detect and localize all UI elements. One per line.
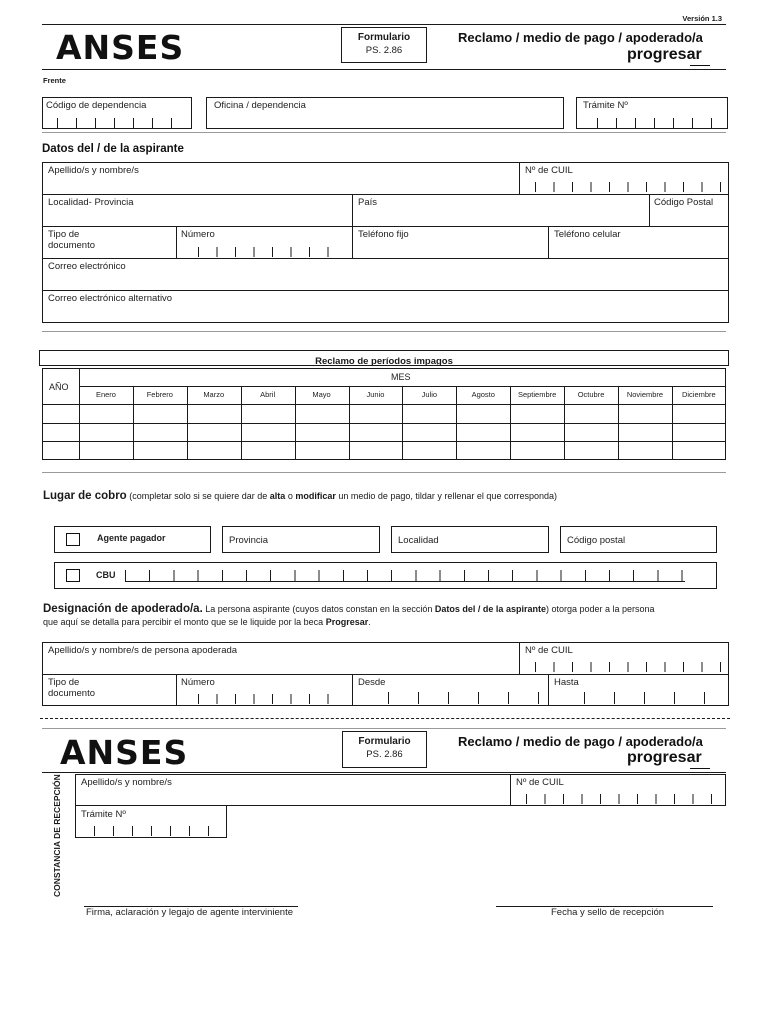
- aspirante-tel-celular-label: Teléfono celular: [554, 229, 621, 240]
- aspirante-localidad-label: Localidad- Provincia: [48, 197, 134, 208]
- periodos-month-cell[interactable]: [349, 441, 403, 460]
- aspirante-col-line: [352, 226, 353, 258]
- form-label: Formulario: [357, 32, 411, 43]
- constancia-cuil-ticks[interactable]: [526, 794, 712, 804]
- localidad-field[interactable]: [391, 526, 549, 553]
- periodos-month-cell[interactable]: [402, 441, 456, 460]
- apoderado-desde-ticks[interactable]: [388, 692, 543, 704]
- periodos-month-cell[interactable]: [456, 404, 510, 423]
- form-title-2: Reclamo / medio de pago / apoderado/a: [458, 734, 703, 749]
- periodos-month-cell[interactable]: [133, 441, 187, 460]
- apoderado-text-a: La persona aspirante (cuyos datos constan en la sección: [202, 604, 435, 614]
- periodos-month-cell[interactable]: [510, 404, 564, 423]
- cbu-checkbox[interactable]: [66, 569, 80, 582]
- periodos-month-label: Mayo: [312, 390, 331, 399]
- periodos-month-cell[interactable]: [672, 441, 726, 460]
- periodos-month-cell[interactable]: [564, 404, 618, 423]
- provincia-field[interactable]: [222, 526, 380, 553]
- periodos-year-cell[interactable]: [42, 404, 79, 423]
- aspirante-tipo-doc-label: Tipo de: [48, 229, 80, 240]
- periodos-month-cell[interactable]: [564, 423, 618, 442]
- form-code-2: PS. 2.86: [366, 749, 403, 760]
- constancia-tramite-label: Trámite Nº: [81, 809, 126, 820]
- apoderado-text-d: .: [368, 617, 371, 627]
- brand-underline-2: [690, 768, 710, 769]
- apoderado-row-line: [42, 674, 729, 675]
- periodos-month-cell[interactable]: [133, 404, 187, 423]
- form-label-2: Formulario: [358, 736, 411, 747]
- divider-2: [42, 331, 726, 332]
- apoderado-col-line: [519, 642, 520, 674]
- aspirante-apellido-input[interactable]: [46, 176, 516, 192]
- cbu-baseline: [125, 581, 685, 582]
- constancia-col-line: [510, 774, 511, 806]
- agente-pagador-option[interactable]: [54, 526, 211, 553]
- apoderado-desde-label: Desde: [358, 677, 386, 688]
- apoderado-text-1: [43, 603, 655, 615]
- periodos-month-label: Septiembre: [517, 390, 557, 399]
- periodos-month-label: Agosto: [471, 390, 495, 399]
- cobro-note-2: o: [285, 491, 296, 501]
- side-label: Frente: [43, 76, 66, 85]
- apoderado-apellido-label: Apellido/s y nombre/s de persona apoderada: [48, 645, 238, 656]
- oficina-label: Oficina / dependencia: [214, 100, 306, 111]
- periodos-title-bar: [39, 350, 729, 366]
- aspirante-cp-label: Código Postal: [654, 197, 714, 208]
- cobro-note-mod: modificar: [295, 491, 336, 501]
- periodos-month-cell[interactable]: [402, 423, 456, 442]
- periodos-month-cell[interactable]: [349, 423, 403, 442]
- header-bottom-rule: [42, 69, 726, 70]
- periodos-month-label: Diciembre: [681, 390, 716, 399]
- periodos-month-cell[interactable]: [295, 423, 349, 442]
- fecha-label: Fecha y sello de recepción: [551, 907, 665, 918]
- apoderado-hasta-ticks[interactable]: [584, 692, 724, 704]
- constancia-top-rule: [42, 728, 726, 729]
- divider-1: [42, 132, 726, 133]
- aspirante-col-line: [352, 194, 353, 226]
- codigo-dependencia-field[interactable]: [42, 97, 192, 129]
- aspirante-col-line: [519, 162, 520, 194]
- apoderado-col-line: [352, 674, 353, 706]
- periodos-month-cell[interactable]: [456, 423, 510, 442]
- periodos-month-label: Marzo: [203, 390, 225, 399]
- aspirante-row-line-1: [42, 194, 729, 195]
- periodos-month-cell[interactable]: [510, 423, 564, 442]
- agente-pagador-label: Agente pagador: [97, 533, 166, 543]
- aspirante-numero-label: Número: [181, 229, 215, 240]
- periodos-month-cell[interactable]: [79, 404, 133, 423]
- aspirante-row-line-2: [42, 226, 729, 227]
- apoderado-title: Designación de apoderado/a.: [43, 603, 203, 615]
- agente-pagador-checkbox[interactable]: [66, 533, 80, 546]
- periodos-month-cell[interactable]: [79, 441, 133, 460]
- periodos-month-cell[interactable]: [349, 404, 403, 423]
- constancia-cuil-label: Nº de CUIL: [516, 777, 564, 788]
- aspirante-pais-label: País: [358, 197, 378, 208]
- cobro-note-alta: alta: [269, 491, 286, 501]
- aspirante-col-line: [176, 226, 177, 258]
- apoderado-col-line: [176, 674, 177, 706]
- version-label: Versión 1.3: [682, 14, 722, 23]
- apoderado-cuil-label: Nº de CUIL: [525, 645, 573, 656]
- periodos-month-cell[interactable]: [241, 423, 295, 442]
- constancia-apellido-label: Apellido/s y nombre/s: [81, 777, 172, 788]
- apoderado-text-c: que aquí se detalla para percibir el monto que se le liquide por la beca: [43, 617, 326, 627]
- cobro-note-3: un medio de pago, tildar y rellenar el que corresponda): [335, 491, 557, 501]
- header-top-rule: [42, 24, 726, 25]
- periodos-month-cell[interactable]: [672, 423, 726, 442]
- apoderado-tipo-doc-label: Tipo de: [48, 677, 80, 688]
- periodos-month-cell[interactable]: [241, 404, 295, 423]
- apoderado-text-bold: Datos del / de la aspirante: [434, 604, 546, 614]
- anses-logo-2: ANSES: [60, 733, 189, 772]
- apoderado-col-line: [548, 674, 549, 706]
- form-code-box-2: [342, 731, 427, 768]
- cbu-label: CBU: [96, 570, 116, 580]
- cobro-note-1: (completar solo si se quiere dar de: [129, 491, 270, 501]
- aspirante-correo-label: Correo electrónico: [48, 261, 126, 272]
- progresar-brand: progresar: [627, 46, 702, 63]
- periodos-month-cell[interactable]: [510, 441, 564, 460]
- tramite-ticks: [597, 118, 713, 128]
- cobro-title: Lugar de cobro: [43, 490, 127, 502]
- aspirante-col-line: [548, 226, 549, 258]
- aspirante-tipo-doc-label-2: documento: [48, 240, 96, 251]
- apoderado-tipo-doc-label-2: documento: [48, 688, 96, 699]
- periodos-month-cell[interactable]: [187, 423, 241, 442]
- periodos-month-label: Febrero: [146, 390, 173, 399]
- periodos-month-cell[interactable]: [295, 404, 349, 423]
- apoderado-text-2: [43, 617, 371, 627]
- periodos-month-label: Enero: [95, 390, 116, 399]
- apoderado-text-bold2: Progresar: [325, 617, 369, 627]
- periodos-year-cell[interactable]: [42, 441, 79, 460]
- cut-line: [40, 718, 730, 719]
- periodos-month-cell[interactable]: [618, 441, 672, 460]
- periodos-month-cell[interactable]: [79, 423, 133, 442]
- apoderado-hasta-label: Hasta: [554, 677, 579, 688]
- codigo-dependencia-ticks: [57, 118, 179, 128]
- aspirante-section-title: Datos del / de la aspirante: [42, 143, 184, 155]
- firma-label: Firma, aclaración y legajo de agente interviniente: [86, 907, 294, 918]
- periodos-month-cell[interactable]: [241, 441, 295, 460]
- constancia-vertical-label: CONSTANCIA DE RECEPCIÓN: [52, 774, 62, 897]
- aspirante-numero-ticks[interactable]: [198, 247, 346, 257]
- codigo-postal-field[interactable]: [560, 526, 717, 553]
- codigo-dependencia-label: Código de dependencia: [46, 100, 147, 111]
- periodos-month-cell[interactable]: [402, 404, 456, 423]
- periodos-month-label: Octubre: [577, 390, 605, 399]
- periodos-month-label: Junio: [366, 390, 385, 399]
- periodos-mes-label: MES: [391, 372, 411, 382]
- periodos-month-cell[interactable]: [187, 404, 241, 423]
- constancia-header-rule: [42, 772, 726, 773]
- apoderado-text-b: ) otorga poder a la persona: [545, 604, 655, 614]
- periodos-month-cell[interactable]: [133, 423, 187, 442]
- aspirante-correo-alt-label: Correo electrónico alternativo: [48, 293, 173, 304]
- periodos-year-cell[interactable]: [42, 423, 79, 442]
- apoderado-cuil-ticks[interactable]: [535, 662, 721, 672]
- codigo-postal-label: Código postal: [567, 535, 626, 546]
- aspirante-cuil-label: Nº de CUIL: [525, 165, 573, 176]
- periodos-month-cell[interactable]: [618, 423, 672, 442]
- periodos-month-cell[interactable]: [295, 441, 349, 460]
- periodos-month-cell[interactable]: [672, 404, 726, 423]
- oficina-field[interactable]: [206, 97, 564, 129]
- aspirante-col-line: [649, 194, 650, 226]
- brand-underline: [690, 65, 710, 66]
- form-title: Reclamo / medio de pago / apoderado/a: [458, 30, 703, 45]
- aspirante-tel-fijo-label: Teléfono fijo: [358, 229, 409, 240]
- periodos-month-label: Abril: [260, 390, 276, 399]
- periodos-title: Reclamo de períodos impagos: [315, 356, 453, 367]
- tramite-label: Trámite Nº: [583, 100, 628, 111]
- periodos-month-cell[interactable]: [456, 441, 510, 460]
- constancia-tramite-field[interactable]: [75, 805, 227, 838]
- progresar-brand-2: progresar: [627, 749, 702, 766]
- cobro-header: [43, 490, 557, 502]
- periodos-month-label: Julio: [421, 390, 438, 399]
- apoderado-numero-label: Número: [181, 677, 215, 688]
- aspirante-row-line-4: [42, 290, 729, 291]
- divider-3: [42, 472, 726, 473]
- apoderado-numero-ticks[interactable]: [198, 694, 346, 704]
- periodos-anio-label: AÑO: [49, 382, 69, 392]
- form-code-box: [341, 27, 427, 63]
- localidad-label: Localidad: [398, 535, 439, 546]
- form-code: PS. 2.86: [365, 45, 403, 56]
- periodos-month-label: Noviembre: [626, 390, 664, 399]
- tramite-field[interactable]: [576, 97, 728, 129]
- aspirante-apellido-label: Apellido/s y nombre/s: [48, 165, 139, 176]
- aspirante-row-line-3: [42, 258, 729, 259]
- anses-logo: ANSES: [56, 28, 185, 67]
- aspirante-cuil-ticks[interactable]: [535, 182, 721, 192]
- periodos-month-cell[interactable]: [564, 441, 618, 460]
- provincia-label: Provincia: [229, 535, 269, 546]
- periodos-month-cell[interactable]: [618, 404, 672, 423]
- constancia-tramite-ticks: [94, 826, 210, 836]
- cbu-option[interactable]: [54, 562, 717, 589]
- periodos-month-cell[interactable]: [187, 441, 241, 460]
